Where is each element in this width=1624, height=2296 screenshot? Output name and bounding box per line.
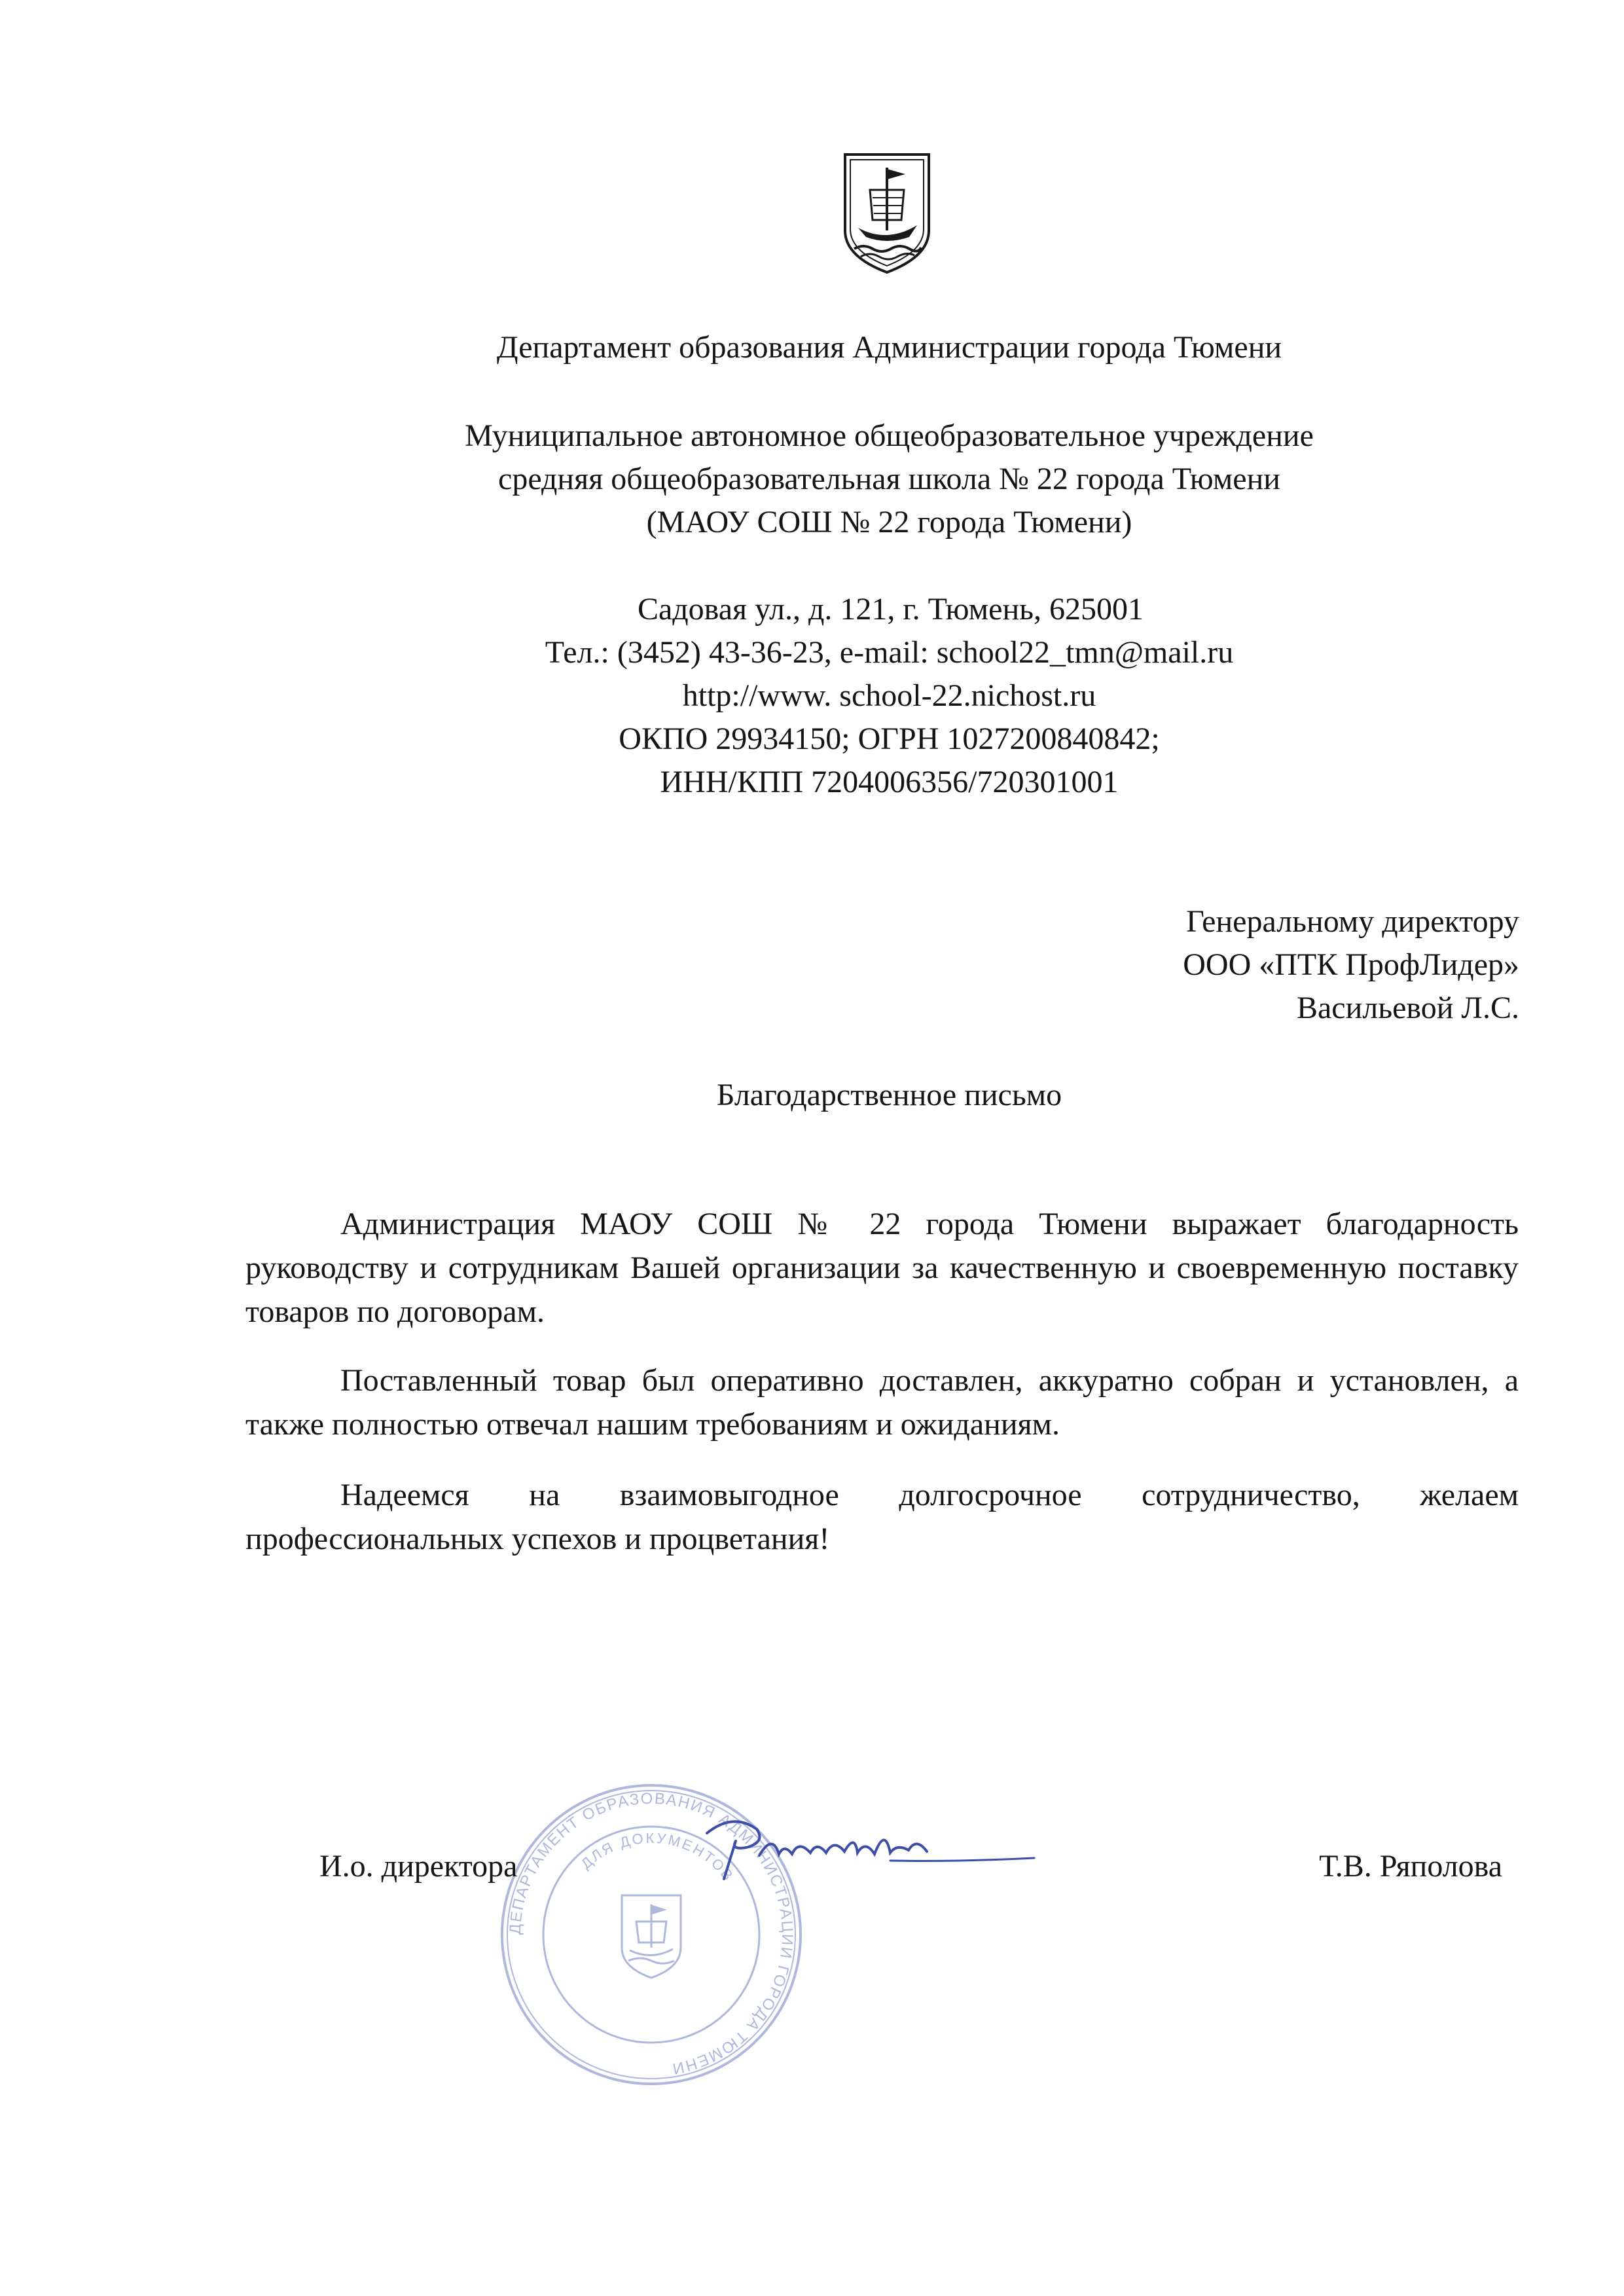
signatory-position: И.о. директора: [319, 1849, 518, 1884]
body-paragraph-1: Администрация МАОУ СОШ № 22 города Тюмени выражает благодарность руководству и сотрудникам Вашей организации за качественную и своевременную поставку товаров по договорам.: [245, 1207, 1519, 1329]
signatory-name: Т.В. Ряполова: [1319, 1849, 1502, 1884]
stamp-inner-text: ДЛЯ ДОКУМЕНТОВ: [577, 1829, 738, 1885]
org-line-1: Муниципальное автономное общеобразовательное учреждение: [465, 418, 1314, 453]
handwritten-signature: [694, 1807, 1047, 1892]
website-line: http://www. school-22.nichost.ru: [682, 678, 1096, 713]
org-line-2: средняя общеобразовательная школа № 22 города Тюмени: [498, 462, 1280, 496]
body-paragraph-2: Поставленный товар был оперативно доставлен, аккуратно собран и установлен, а также полностью отвечал нашим требованиям и ожиданиям.: [245, 1363, 1519, 1442]
addressee-line-3: Васильевой Л.С.: [1296, 991, 1519, 1025]
coat-of-arms-icon: [841, 152, 933, 275]
stamp-outer-text: ДЕПАРТАМЕНТ ОБРАЗОВАНИЯ АДМИНИСТРАЦИИ ГОРОДА ТЮМЕНИ: [506, 1789, 797, 2078]
letter-title: Благодарственное письмо: [716, 1078, 1062, 1112]
inn-kpp-line: ИНН/КПП 7204006356/720301001: [660, 765, 1119, 799]
department-name: Департамент образования Администрации города Тюмени: [496, 330, 1282, 365]
addressee-line-1: Генеральному директору: [1186, 904, 1519, 939]
body-paragraph-3: Надеемся на взаимовыгодное долгосрочное сотрудничество, желаем профессиональных успехов и процветания!: [245, 1478, 1519, 1556]
addressee-line-2: ООО «ПТК ПрофЛидер»: [1183, 947, 1519, 982]
address-line: Садовая ул., д. 121, г. Тюмень, 625001: [637, 592, 1144, 627]
org-line-3: (МАОУ СОШ № 22 города Тюмени): [646, 505, 1132, 539]
okpo-ogrn-line: ОКПО 29934150; ОГРН 1027200840842;: [619, 721, 1160, 756]
phone-email-line: Тел.: (3452) 43-36-23, e-mail: school22_tmn@mail.ru: [545, 635, 1234, 670]
